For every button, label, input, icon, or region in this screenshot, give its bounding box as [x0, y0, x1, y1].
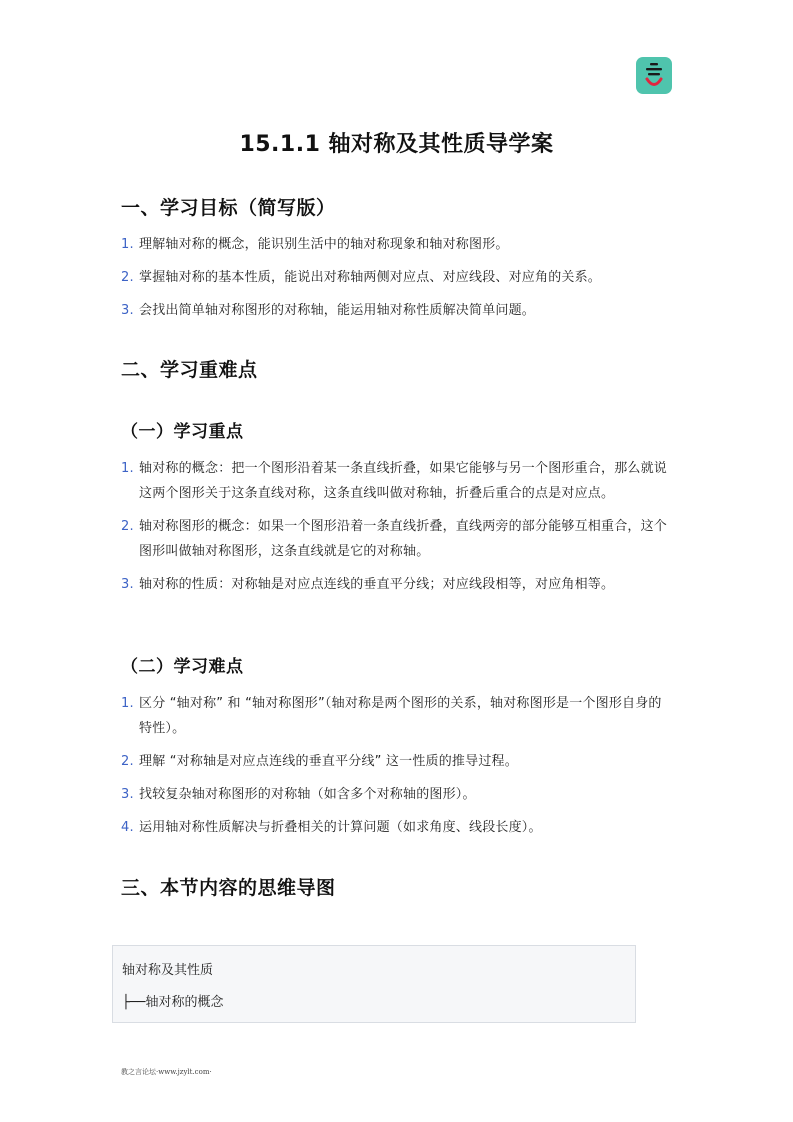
- focus-list: [121, 456, 673, 597]
- section-heading-mindmap: 三、本节内容的思维导图: [121, 877, 336, 899]
- list-text: 轴对称的性质：对称轴是对应点连线的垂直平分线；对应线段相等，对应角相等。: [139, 577, 615, 592]
- objectives-list: [121, 232, 673, 323]
- list-number: 1.: [121, 461, 134, 476]
- list-text: 区分 “轴对称” 和 “轴对称图形”（轴对称是两个图形的关系，轴对称图形是一个图形自身的特性）。: [139, 696, 662, 736]
- list-item: [121, 514, 673, 564]
- list-text: 运用轴对称性质解决与折叠相关的计算问题（如求角度、线段长度）。: [139, 820, 542, 835]
- list-text: 掌握轴对称的基本性质，能说出对称轴两侧对应点、对应线段、对应角的关系。: [139, 270, 602, 285]
- footer-watermark: 教之言论坛·www.jzylt.com·: [121, 1068, 212, 1076]
- subsection-heading-difficulty: （二）学习难点: [121, 657, 244, 677]
- list-item: [121, 232, 673, 257]
- section-heading-objectives: 一、学习目标（简写版）: [121, 197, 336, 219]
- list-item: [121, 298, 673, 323]
- list-item: [121, 456, 673, 506]
- list-item: [121, 691, 673, 741]
- list-number: 1.: [121, 696, 134, 711]
- subsection-heading-focus: （一）学习重点: [121, 422, 244, 442]
- list-text: 会找出简单轴对称图形的对称轴，能运用轴对称性质解决简单问题。: [139, 303, 536, 318]
- list-item: [121, 749, 673, 774]
- list-item: [121, 815, 673, 840]
- list-number: 2.: [121, 270, 134, 285]
- list-text: 找较复杂轴对称图形的对称轴（如含多个对称轴的图形）。: [139, 787, 476, 802]
- list-item: [121, 572, 673, 597]
- list-number: 2.: [121, 519, 134, 534]
- list-text: 轴对称的概念：把一个图形沿着某一条直线折叠，如果它能够与另一个图形重合，那么就说这两个图形关于这条直线对称，这条直线叫做对称轴，折叠后重合的点是对应点。: [139, 461, 668, 501]
- difficulty-list: [121, 691, 673, 840]
- list-number: 4.: [121, 820, 134, 835]
- list-number: 3.: [121, 303, 134, 318]
- list-text: 轴对称图形的概念：如果一个图形沿着一条直线折叠，直线两旁的部分能够互相重合，这个图形叫做轴对称图形，这条直线就是它的对称轴。: [139, 519, 668, 559]
- list-number: 1.: [121, 237, 134, 252]
- mindmap-line: 轴对称及其性质: [122, 963, 214, 978]
- list-item: [121, 782, 673, 807]
- brand-logo: [636, 57, 672, 94]
- list-number: 3.: [121, 577, 134, 592]
- page-title: 15.1.1 轴对称及其性质导学案: [239, 132, 554, 157]
- list-text: 理解 “对称轴是对应点连线的垂直平分线” 这一性质的推导过程。: [139, 754, 518, 769]
- list-item: [121, 265, 673, 290]
- list-text: 理解轴对称的概念，能识别生活中的轴对称现象和轴对称图形。: [139, 237, 509, 252]
- mindmap-line: ├──轴对称的概念: [122, 995, 224, 1010]
- section-heading-key-points: 二、学习重难点: [121, 359, 258, 381]
- list-number: 2.: [121, 754, 134, 769]
- list-number: 3.: [121, 787, 134, 802]
- mindmap-code-block: [112, 945, 636, 1023]
- logo-icon: [636, 57, 672, 94]
